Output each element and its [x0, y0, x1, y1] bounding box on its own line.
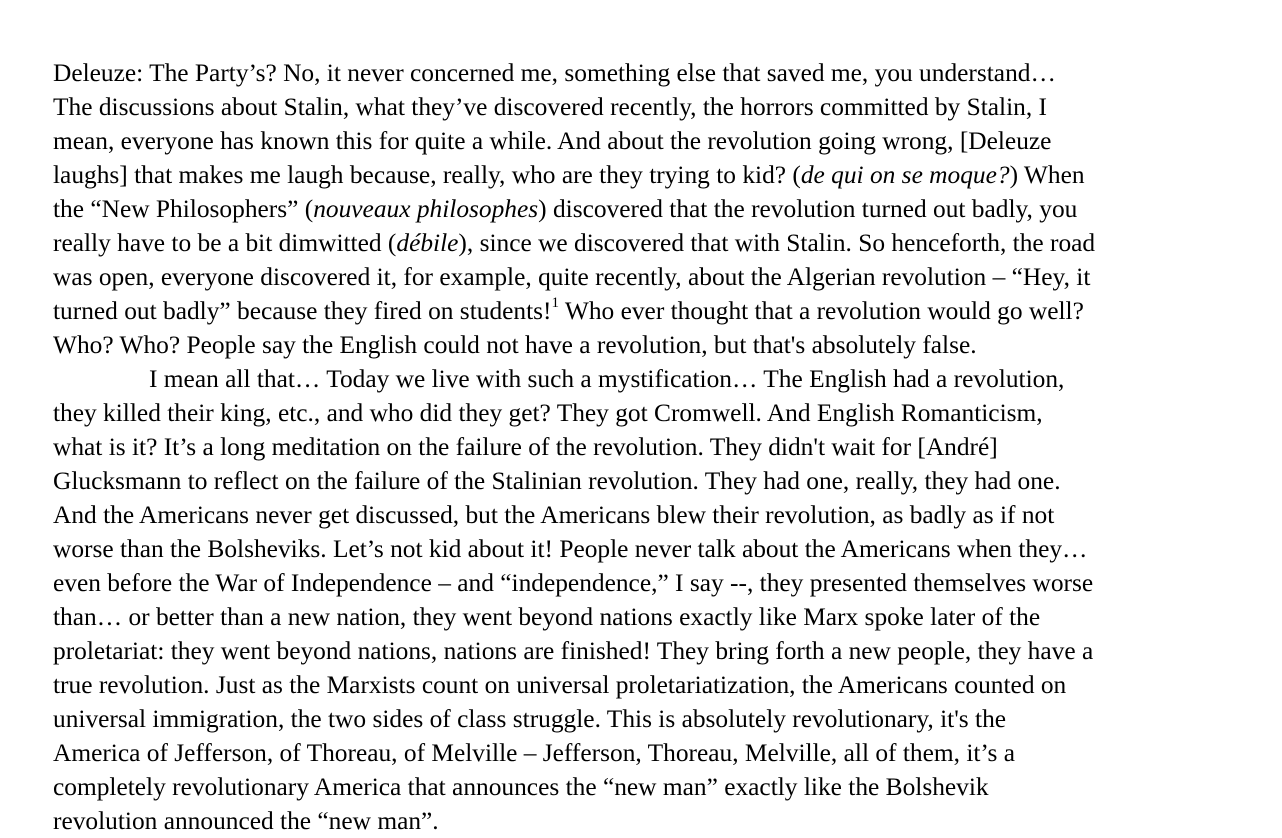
text-line: [53, 362, 1268, 396]
text-line: [53, 124, 1268, 158]
text-line: [53, 464, 1268, 498]
text-line: [53, 770, 1268, 804]
text-line: [53, 600, 1268, 634]
text-segment: completely revolutionary America that announces the “new man” exactly like the Bolshevik: [53, 773, 989, 801]
text-segment: ) When: [1009, 161, 1085, 189]
text-line: [53, 192, 1268, 226]
text-segment: laughs] that makes me laugh because, really, who are they trying to kid? (: [53, 161, 801, 189]
footnote-marker: 1: [551, 294, 559, 311]
text-line: [53, 328, 1268, 362]
text-segment: worse than the Bolsheviks. Let’s not kid about it! People never talk about the Americans when they…: [53, 535, 1088, 563]
text-segment: Glucksmann to reflect on the failure of the Stalinian revolution. They had one, really, they had one.: [53, 467, 1061, 495]
text-segment: ) discovered that the revolution turned out badly, you: [538, 195, 1078, 223]
text-segment: the “New Philosophers” (: [53, 195, 314, 223]
text-line: [53, 260, 1268, 294]
text-line: [53, 566, 1268, 600]
text-segment: America of Jefferson, of Thoreau, of Melville – Jefferson, Thoreau, Melville, all of them, it’s a: [53, 739, 1015, 767]
text-segment: Who? Who? People say the English could not have a revolution, but that's absolutely false.: [53, 331, 977, 359]
text-segment: really have to be a bit dimwitted (: [53, 229, 397, 257]
text-segment: mean, everyone has known this for quite a while. And about the revolution going wrong, [Deleuze: [53, 127, 1052, 155]
text-line: [53, 56, 1268, 90]
text-segment: I mean all that… Today we live with such a mystification… The English had a revolution,: [149, 365, 1065, 393]
text-line: [53, 294, 1268, 328]
text-segment: The discussions about Stalin, what they’ve discovered recently, the horrors committed by Stalin, I: [53, 93, 1048, 121]
text-line: [53, 736, 1268, 770]
text-line: [53, 532, 1268, 566]
text-line: [53, 668, 1268, 702]
text-segment: ), since we discovered that with Stalin. So henceforth, the road: [458, 229, 1096, 257]
text-line: [53, 226, 1268, 260]
text-line: [53, 498, 1268, 532]
document-body: [53, 56, 1268, 838]
text-line: [53, 90, 1268, 124]
text-segment: Who ever thought that a revolution would go well?: [559, 297, 1084, 325]
text-line: [53, 430, 1268, 464]
text-segment: revolution announced the “new man”.: [53, 807, 439, 835]
text-segment: even before the War of Independence – and “independence,” I say --, they presented themselves worse: [53, 569, 1094, 597]
text-segment: what is it? It’s a long meditation on the failure of the revolution. They didn't wait for [André]: [53, 433, 998, 461]
italic-phrase: nouveaux philosophes: [313, 195, 539, 223]
text-segment: proletariat: they went beyond nations, nations are finished! They bring forth a new people, they have a: [53, 637, 1094, 665]
text-segment: they killed their king, etc., and who did they get? They got Cromwell. And English Romanticism,: [53, 399, 1043, 427]
italic-phrase: débile: [396, 229, 459, 257]
text-line: [53, 158, 1268, 192]
text-line: [53, 396, 1268, 430]
text-segment: And the Americans never get discussed, but the Americans blew their revolution, as badly as if not: [53, 501, 1055, 529]
text-line: [53, 634, 1268, 668]
text-line: [53, 702, 1268, 736]
italic-phrase: de qui on se moque?: [800, 161, 1010, 189]
text-segment: Deleuze: The Party’s? No, it never concerned me, something else that saved me, you understand…: [53, 59, 1056, 87]
text-segment: turned out badly” because they fired on students!: [53, 297, 552, 325]
text-segment: was open, everyone discovered it, for example, quite recently, about the Algerian revolution – “Hey, it: [53, 263, 1091, 291]
text-line: [53, 804, 1268, 838]
text-segment: than… or better than a new nation, they went beyond nations exactly like Marx spoke later of the: [53, 603, 1041, 631]
text-segment: universal immigration, the two sides of class struggle. This is absolutely revolutionary, it's the: [53, 705, 1007, 733]
text-segment: true revolution. Just as the Marxists count on universal proletariatization, the Americans counted on: [53, 671, 1067, 699]
